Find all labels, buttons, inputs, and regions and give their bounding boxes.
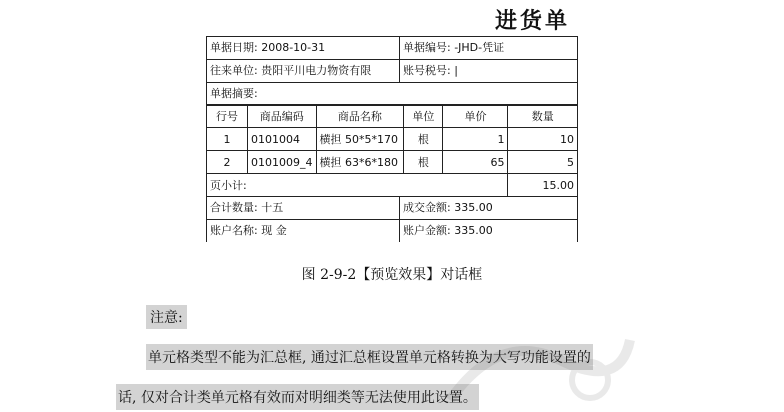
note-paragraph-line-2: 话, 仅对合计类单元格有效而对明细类等无法使用此设置。 [116, 384, 479, 410]
cell-price: 65 [443, 151, 508, 174]
tax-number: 账号税号: | [399, 60, 578, 82]
document-date: 单据日期: 2008-10-31 [210, 41, 326, 54]
subtotal-row [207, 174, 578, 197]
footer-row-1 [206, 196, 578, 220]
cell-qty: 10 [508, 128, 578, 151]
header-row-1 [206, 36, 578, 60]
cell-row-no: 1 [207, 128, 248, 151]
account-amount: 账户金额: 335.00 [399, 220, 578, 242]
print-preview [206, 36, 578, 242]
table-row [207, 151, 578, 174]
col-header-row-no: 行号 [207, 105, 248, 128]
partner-unit: 往来单位: 贵阳平川电力物资有限 [210, 64, 372, 77]
col-header-name: 商品名称 [316, 105, 404, 128]
figure-caption: 图 2-9-2【预览效果】对话框 [301, 267, 483, 283]
header-row-3 [206, 82, 578, 106]
note-heading: 注意: [146, 305, 187, 329]
cell-qty: 5 [508, 151, 578, 174]
table-row [207, 128, 578, 151]
footer-row-2 [206, 219, 578, 242]
cell-code: 0101004 [248, 128, 317, 151]
cell-unit: 根 [404, 128, 443, 151]
document-title: 进货单 [495, 8, 571, 34]
cell-unit: 根 [404, 151, 443, 174]
cell-name: 横担 63*6*180 [316, 151, 404, 174]
table-header-row [207, 105, 578, 128]
deal-amount: 成交金额: 335.00 [399, 197, 578, 219]
page-subtotal-value: 15.00 [508, 174, 578, 197]
cell-row-no: 2 [207, 151, 248, 174]
page-subtotal-label: 页小计: [207, 174, 508, 197]
goods-table [206, 104, 578, 197]
header-row-2 [206, 59, 578, 83]
col-header-code: 商品编码 [248, 105, 317, 128]
document-summary: 单据摘要: [210, 87, 258, 100]
account-name: 账户名称: 现 金 [210, 224, 287, 237]
cell-price: 1 [443, 128, 508, 151]
document-number: 单据编号: -JHD-凭证 [399, 37, 578, 59]
col-header-unit: 单位 [404, 105, 443, 128]
cell-code: 0101009_4 [248, 151, 317, 174]
cell-name: 横担 50*5*170 [316, 128, 404, 151]
col-header-qty: 数量 [508, 105, 578, 128]
col-header-price: 单价 [443, 105, 508, 128]
note-paragraph-line-1: 单元格类型不能为汇总框, 通过汇总框设置单元格转换为大写功能设置的 [146, 344, 593, 370]
total-quantity: 合计数量: 十五 [210, 201, 284, 214]
